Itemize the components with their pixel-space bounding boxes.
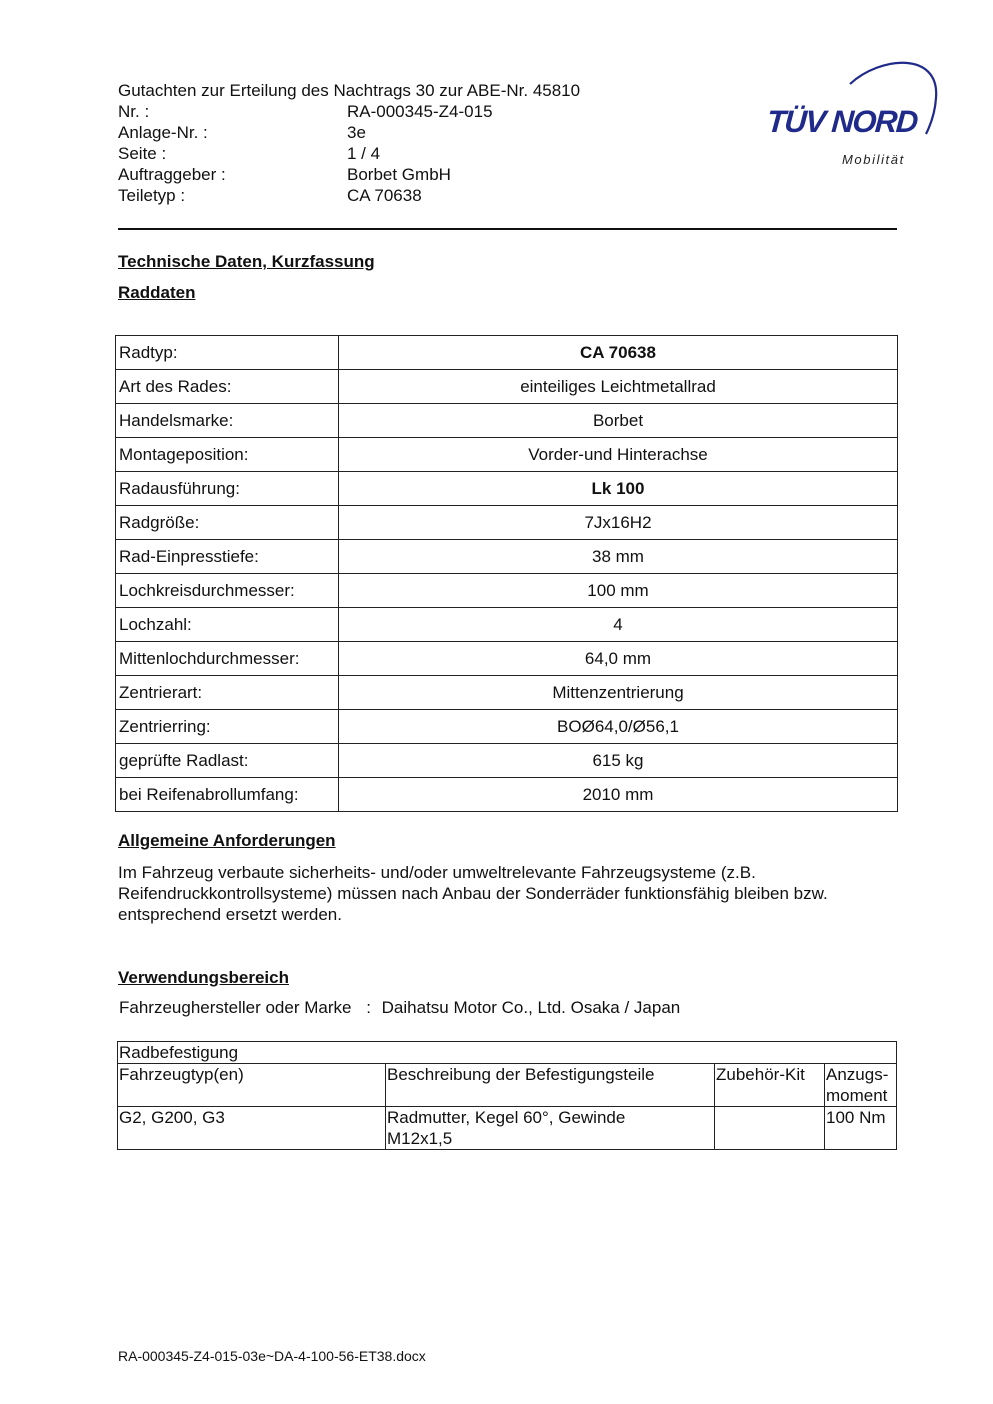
- section-heading-requirements: Allgemeine Anforderungen: [118, 831, 336, 850]
- header-label: Auftraggeber :: [118, 165, 226, 184]
- wheel-data-row: [116, 608, 898, 642]
- wheel-data-row: [116, 370, 898, 404]
- wheel-data-label: Zentrierart:: [116, 676, 339, 710]
- wheel-data-row: [116, 676, 898, 710]
- mounting-cell: Radmutter, Kegel 60°, Gewinde M12x1,5: [386, 1107, 715, 1150]
- wheel-data-row: [116, 404, 898, 438]
- section-heading-usage: Verwendungsbereich: [118, 968, 289, 987]
- mounting-cell: [715, 1107, 825, 1150]
- wheel-data-label: Radausführung:: [116, 472, 339, 506]
- header-row-auftraggeber: [118, 164, 758, 185]
- wheel-data-label: Montageposition:: [116, 438, 339, 472]
- mounting-caption-row: [118, 1042, 897, 1064]
- wheel-data-value: 7Jx16H2: [339, 506, 898, 540]
- requirements-paragraph: [118, 862, 908, 925]
- mounting-data-row: [118, 1107, 897, 1150]
- wheel-data-value: BOØ64,0/Ø56,1: [339, 710, 898, 744]
- requirements-line: entsprechend ersetzt werden.: [118, 905, 342, 924]
- header-row-nr: [118, 101, 758, 122]
- wheel-data-value: 4: [339, 608, 898, 642]
- tuv-nord-logo: [760, 56, 960, 176]
- wheel-data-table: [115, 335, 898, 812]
- wheel-data-row: [116, 642, 898, 676]
- header-row-anlage: [118, 122, 758, 143]
- wheel-data-value: 100 mm: [339, 574, 898, 608]
- section-heading-wheel: Raddaten: [118, 283, 196, 302]
- manufacturer-value: Daihatsu Motor Co., Ltd. Osaka / Japan: [381, 998, 681, 1017]
- wheel-data-row: [116, 710, 898, 744]
- wheel-data-row: [116, 472, 898, 506]
- header-value: 1 / 4: [347, 144, 381, 163]
- mounting-header-cell: Anzugs- moment: [825, 1064, 897, 1107]
- wheel-data-value: 64,0 mm: [339, 642, 898, 676]
- header-label: Teiletyp :: [118, 186, 186, 205]
- requirements-line: Reifendruckkontrollsysteme) müssen nach Anbau der Sonderräder funktionsfähig bleiben bzw.: [118, 884, 828, 903]
- wheel-data-label: Art des Rades:: [116, 370, 339, 404]
- manufacturer-separator: :: [366, 998, 371, 1017]
- wheel-data-value: Borbet: [339, 404, 898, 438]
- wheel-data-value: 615 kg: [339, 744, 898, 778]
- header-label: Seite :: [118, 144, 167, 163]
- document-title: Gutachten zur Erteilung des Nachtrags 30 zur ABE-Nr. 45810: [118, 81, 581, 100]
- wheel-data-label: geprüfte Radlast:: [116, 744, 339, 778]
- wheel-data-label: Lochzahl:: [116, 608, 339, 642]
- logo-subtitle: Mobilität: [842, 152, 905, 167]
- logo-brand-text: TÜV NORD: [765, 104, 919, 139]
- header-divider: [118, 228, 897, 230]
- requirements-line: Im Fahrzeug verbaute sicherheits- und/oder umweltrelevante Fahrzeugsysteme (z.B.: [118, 863, 756, 882]
- section-heading-technical: Technische Daten, Kurzfassung: [118, 252, 375, 271]
- wheel-data-value: 2010 mm: [339, 778, 898, 812]
- wheel-data-label: Radtyp:: [116, 336, 339, 370]
- header-label: Anlage-Nr. :: [118, 123, 208, 142]
- wheel-data-label: Handelsmarke:: [116, 404, 339, 438]
- wheel-data-value: 38 mm: [339, 540, 898, 574]
- footer-filename: RA-000345-Z4-015-03e~DA-4-100-56-ET38.docx: [118, 1348, 426, 1364]
- mounting-table: [117, 1041, 897, 1150]
- header-value: CA 70638: [347, 186, 422, 205]
- header-label: Nr. :: [118, 102, 150, 121]
- manufacturer-label: Fahrzeughersteller oder Marke: [119, 998, 352, 1017]
- wheel-data-value: CA 70638: [339, 336, 898, 370]
- wheel-data-row: [116, 540, 898, 574]
- mounting-header-cell: Zubehör-Kit: [715, 1064, 825, 1107]
- header-value: 3e: [347, 123, 366, 142]
- wheel-data-row: [116, 506, 898, 540]
- wheel-data-label: Lochkreisdurchmesser:: [116, 574, 339, 608]
- header-row-seite: [118, 143, 758, 164]
- mounting-cell: G2, G200, G3: [118, 1107, 386, 1150]
- header-value: Borbet GmbH: [347, 165, 451, 184]
- wheel-data-value: Vorder-und Hinterachse: [339, 438, 898, 472]
- header-value: RA-000345-Z4-015: [347, 102, 493, 121]
- mounting-cell: 100 Nm: [825, 1107, 897, 1150]
- wheel-data-row: [116, 438, 898, 472]
- wheel-data-label: Zentrierring:: [116, 710, 339, 744]
- mounting-header-cell: Beschreibung der Befestigungsteile: [386, 1064, 715, 1107]
- wheel-data-label: bei Reifenabrollumfang:: [116, 778, 339, 812]
- mounting-header-row: [118, 1064, 897, 1107]
- wheel-data-value: Lk 100: [339, 472, 898, 506]
- document-header: [118, 80, 758, 206]
- header-row-teiletyp: [118, 185, 758, 206]
- manufacturer-line: [119, 998, 680, 1018]
- mounting-header-cell: Fahrzeugtyp(en): [118, 1064, 386, 1107]
- wheel-data-label: Mittenlochdurchmesser:: [116, 642, 339, 676]
- wheel-data-label: Radgröße:: [116, 506, 339, 540]
- mounting-caption: Radbefestigung: [118, 1042, 897, 1064]
- wheel-data-value: Mittenzentrierung: [339, 676, 898, 710]
- wheel-data-value: einteiliges Leichtmetallrad: [339, 370, 898, 404]
- wheel-data-row: [116, 574, 898, 608]
- wheel-data-row: [116, 778, 898, 812]
- wheel-data-label: Rad-Einpresstiefe:: [116, 540, 339, 574]
- wheel-data-row: [116, 336, 898, 370]
- wheel-data-row: [116, 744, 898, 778]
